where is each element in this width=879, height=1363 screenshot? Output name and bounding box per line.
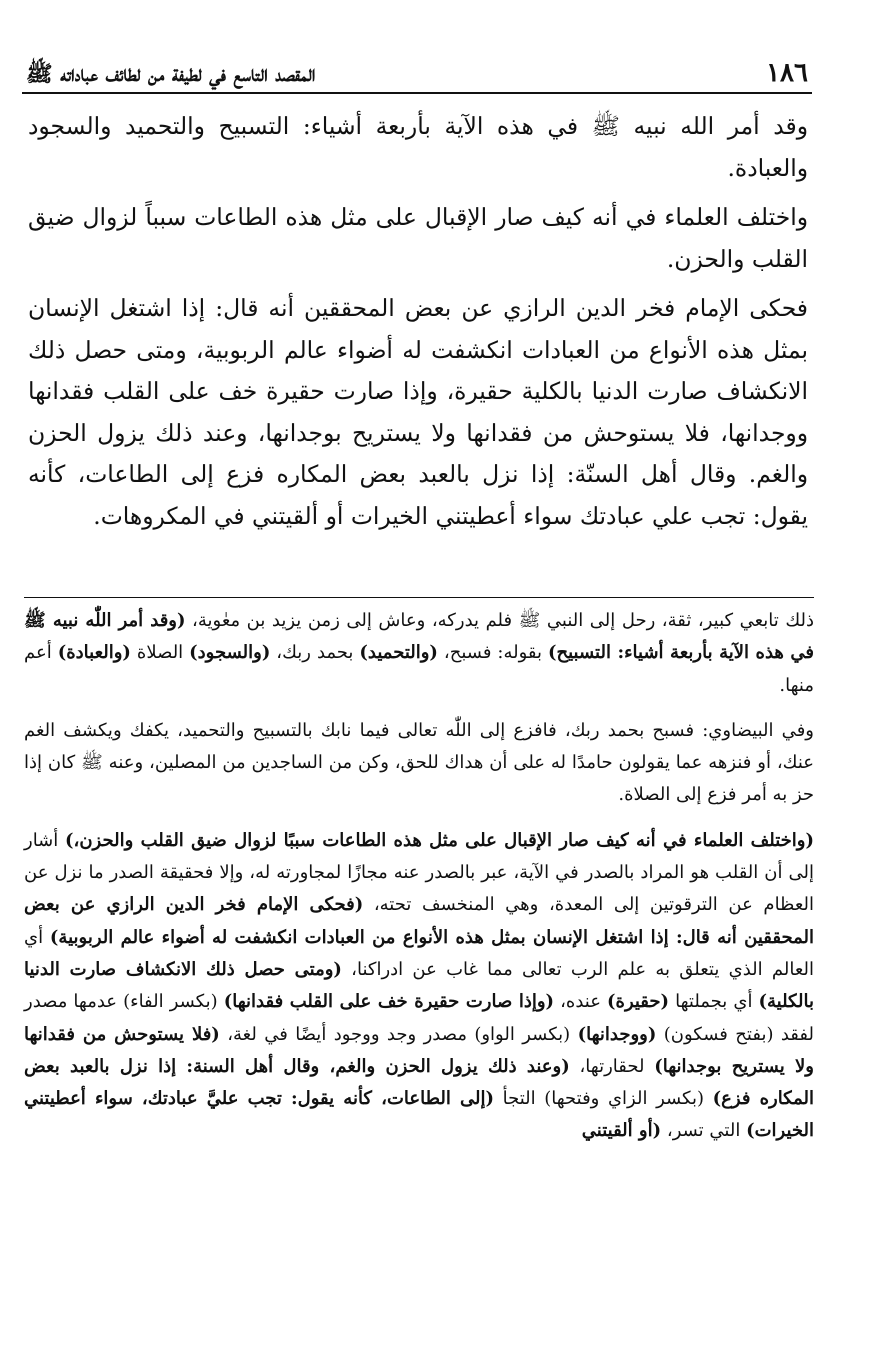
quoted-text: (أو ألقيتني — [581, 1120, 662, 1142]
quoted-text: (وعند ذلك يزول الحزن والغم، وقال أهل السنة: إذا نزل بالعبد بعض المكاره فزع) — [24, 1055, 815, 1110]
note-text: التي تسر، — [661, 1120, 747, 1142]
commentary-paragraph-3 — [24, 825, 814, 1148]
note-text: (بكسر الفاء) عدمها مصدر لفقد (بفتح فسكون) — [24, 991, 815, 1045]
main-paragraph-2: واختلف العلماء في أنه كيف صار الإقبال على مثل هذه الطاعات سبباً لزوال ضيق القلب والحزن. — [28, 203, 808, 273]
quoted-text: (حقيرة) — [607, 991, 670, 1013]
note-text: بحمد ربك، — [270, 642, 360, 664]
main-paragraph-1: وقد أمر الله نبيه ﷺ في هذه الآية بأربعة أشياء: التسبيح والتحميد والسجود والعبادة. — [28, 112, 808, 182]
note-text: (بكسر الزاي وفتحها) التجأ — [494, 1088, 713, 1110]
footnote-divider — [24, 597, 814, 598]
commentary — [24, 605, 814, 1154]
note-text: بقوله: فسبح، — [437, 642, 548, 664]
quoted-text: (إلى الطاعات، كأنه يقول: تجب عليَّ عبادتك، سواء أعطيتني الخيرات) — [24, 1088, 814, 1142]
quoted-text: (والتحميد) — [359, 642, 438, 664]
main-paragraph-3: فحكى الإمام فخر الدين الرازي عن بعض المحققين أنه قال: إذا اشتغل الإنسان بمثل هذه الأنواع من العبادات انكشفت له أضواء عالم الربوبية، ومتى حصل ذلك الانكشاف صارت الدنيا بالكلية حقيرة، وإذا صارت حقيرة خف على القلب فقدانها ووجدانها، فلا يستوحش من فقدانها ولا يستريح بوجدانها، وعند ذلك يزول الحزن والغم. وقال أهل السنّة: إذا نزل بالعبد بعض المكاره فزع إلى الطاعات، كأنه يقول: تجب علي عبادتك سواء أعطيتني الخيرات أو ألقيتني في المكروهات. — [28, 294, 808, 530]
quoted-text: (واختلف العلماء في أنه كيف صار الإقبال على مثل هذه الطاعات سببًا لزوال ضيق القلب والحزن،) — [65, 829, 814, 851]
note-text: ذلك تابعي كبير، ثقة، رحل إلى النبي ﷺ فلم يدركه، وعاش إلى زمن يزيد بن معٰوية، — [185, 610, 814, 631]
quoted-text: (ووجدانها) — [577, 1023, 657, 1045]
quoted-text: (وإذا صارت حقيرة خف على القلب فقدانها) — [223, 991, 555, 1013]
running-title: المقصد التاسع في لطيفة من لطائف عباداته ﷺ — [26, 61, 316, 87]
note-text: لحقارتها، — [569, 1055, 655, 1077]
note-text: أي بجملتها — [669, 991, 759, 1013]
quoted-text: (فلا يستوحش من فقدانها ولا يستريح بوجدانها) — [24, 1023, 814, 1077]
main-text — [28, 106, 808, 545]
note-text: أشار إلى أن القلب هو المراد بالصدر في الآية، عبر بالصدر عنه مجازًا لمجاورته له، وإلا فحقيقة الصدر ما نزل عن العظام عن الترقوتين إلى المعدة، وهي المنخسف تحته، — [24, 829, 814, 916]
note-text: عنده، — [554, 991, 607, 1013]
note-text: الصلاة — [130, 642, 190, 664]
quoted-text: (وقد أمر اللّٰه نبيه ﷺ في هذه الآية بأربعة أشياء: التسبيح) — [24, 610, 814, 664]
quoted-text: (والسجود) — [189, 642, 271, 664]
quoted-text: (والعبادة) — [57, 642, 131, 664]
commentary-paragraph-2: وفي البيضاوي: فسبح بحمد ربك، فافزع إلى اللّٰه تعالى فيما نابك بالتسبيح والتحميد، يكفك ويكشف الغم عنك، أو فنزهه عما يقولون حامدًا له على أن هداك للحق، وكن من الساجدين من المصلين، وعنه ﷺ كان إذا حز به أمر فزع إلى الصلاة. — [24, 719, 814, 806]
quoted-text: (فحكى الإمام فخر الدين الرازي عن بعض المحققين أنه قال: إذا اشتغل الإنسان بمثل هذه الأنواع من العبادات انكشفت له أضواء عالم الربوبية) — [24, 894, 815, 948]
note-text: (بكسر الواو) مصدر وجد ووجود أيضًا في لغة، — [219, 1023, 578, 1045]
quoted-text: (ومتى حصل ذلك الانكشاف صارت الدنيا بالكلية) — [24, 958, 814, 1013]
commentary-paragraph-1 — [24, 605, 814, 702]
note-text: أي العالم الذي يتعلق به علم الرب تعالى مما غاب عن ادراكنا، — [24, 926, 814, 980]
note-text: أعم منها. — [24, 642, 814, 696]
page-number: ١٨٦ — [766, 58, 808, 88]
page-header — [22, 52, 812, 94]
